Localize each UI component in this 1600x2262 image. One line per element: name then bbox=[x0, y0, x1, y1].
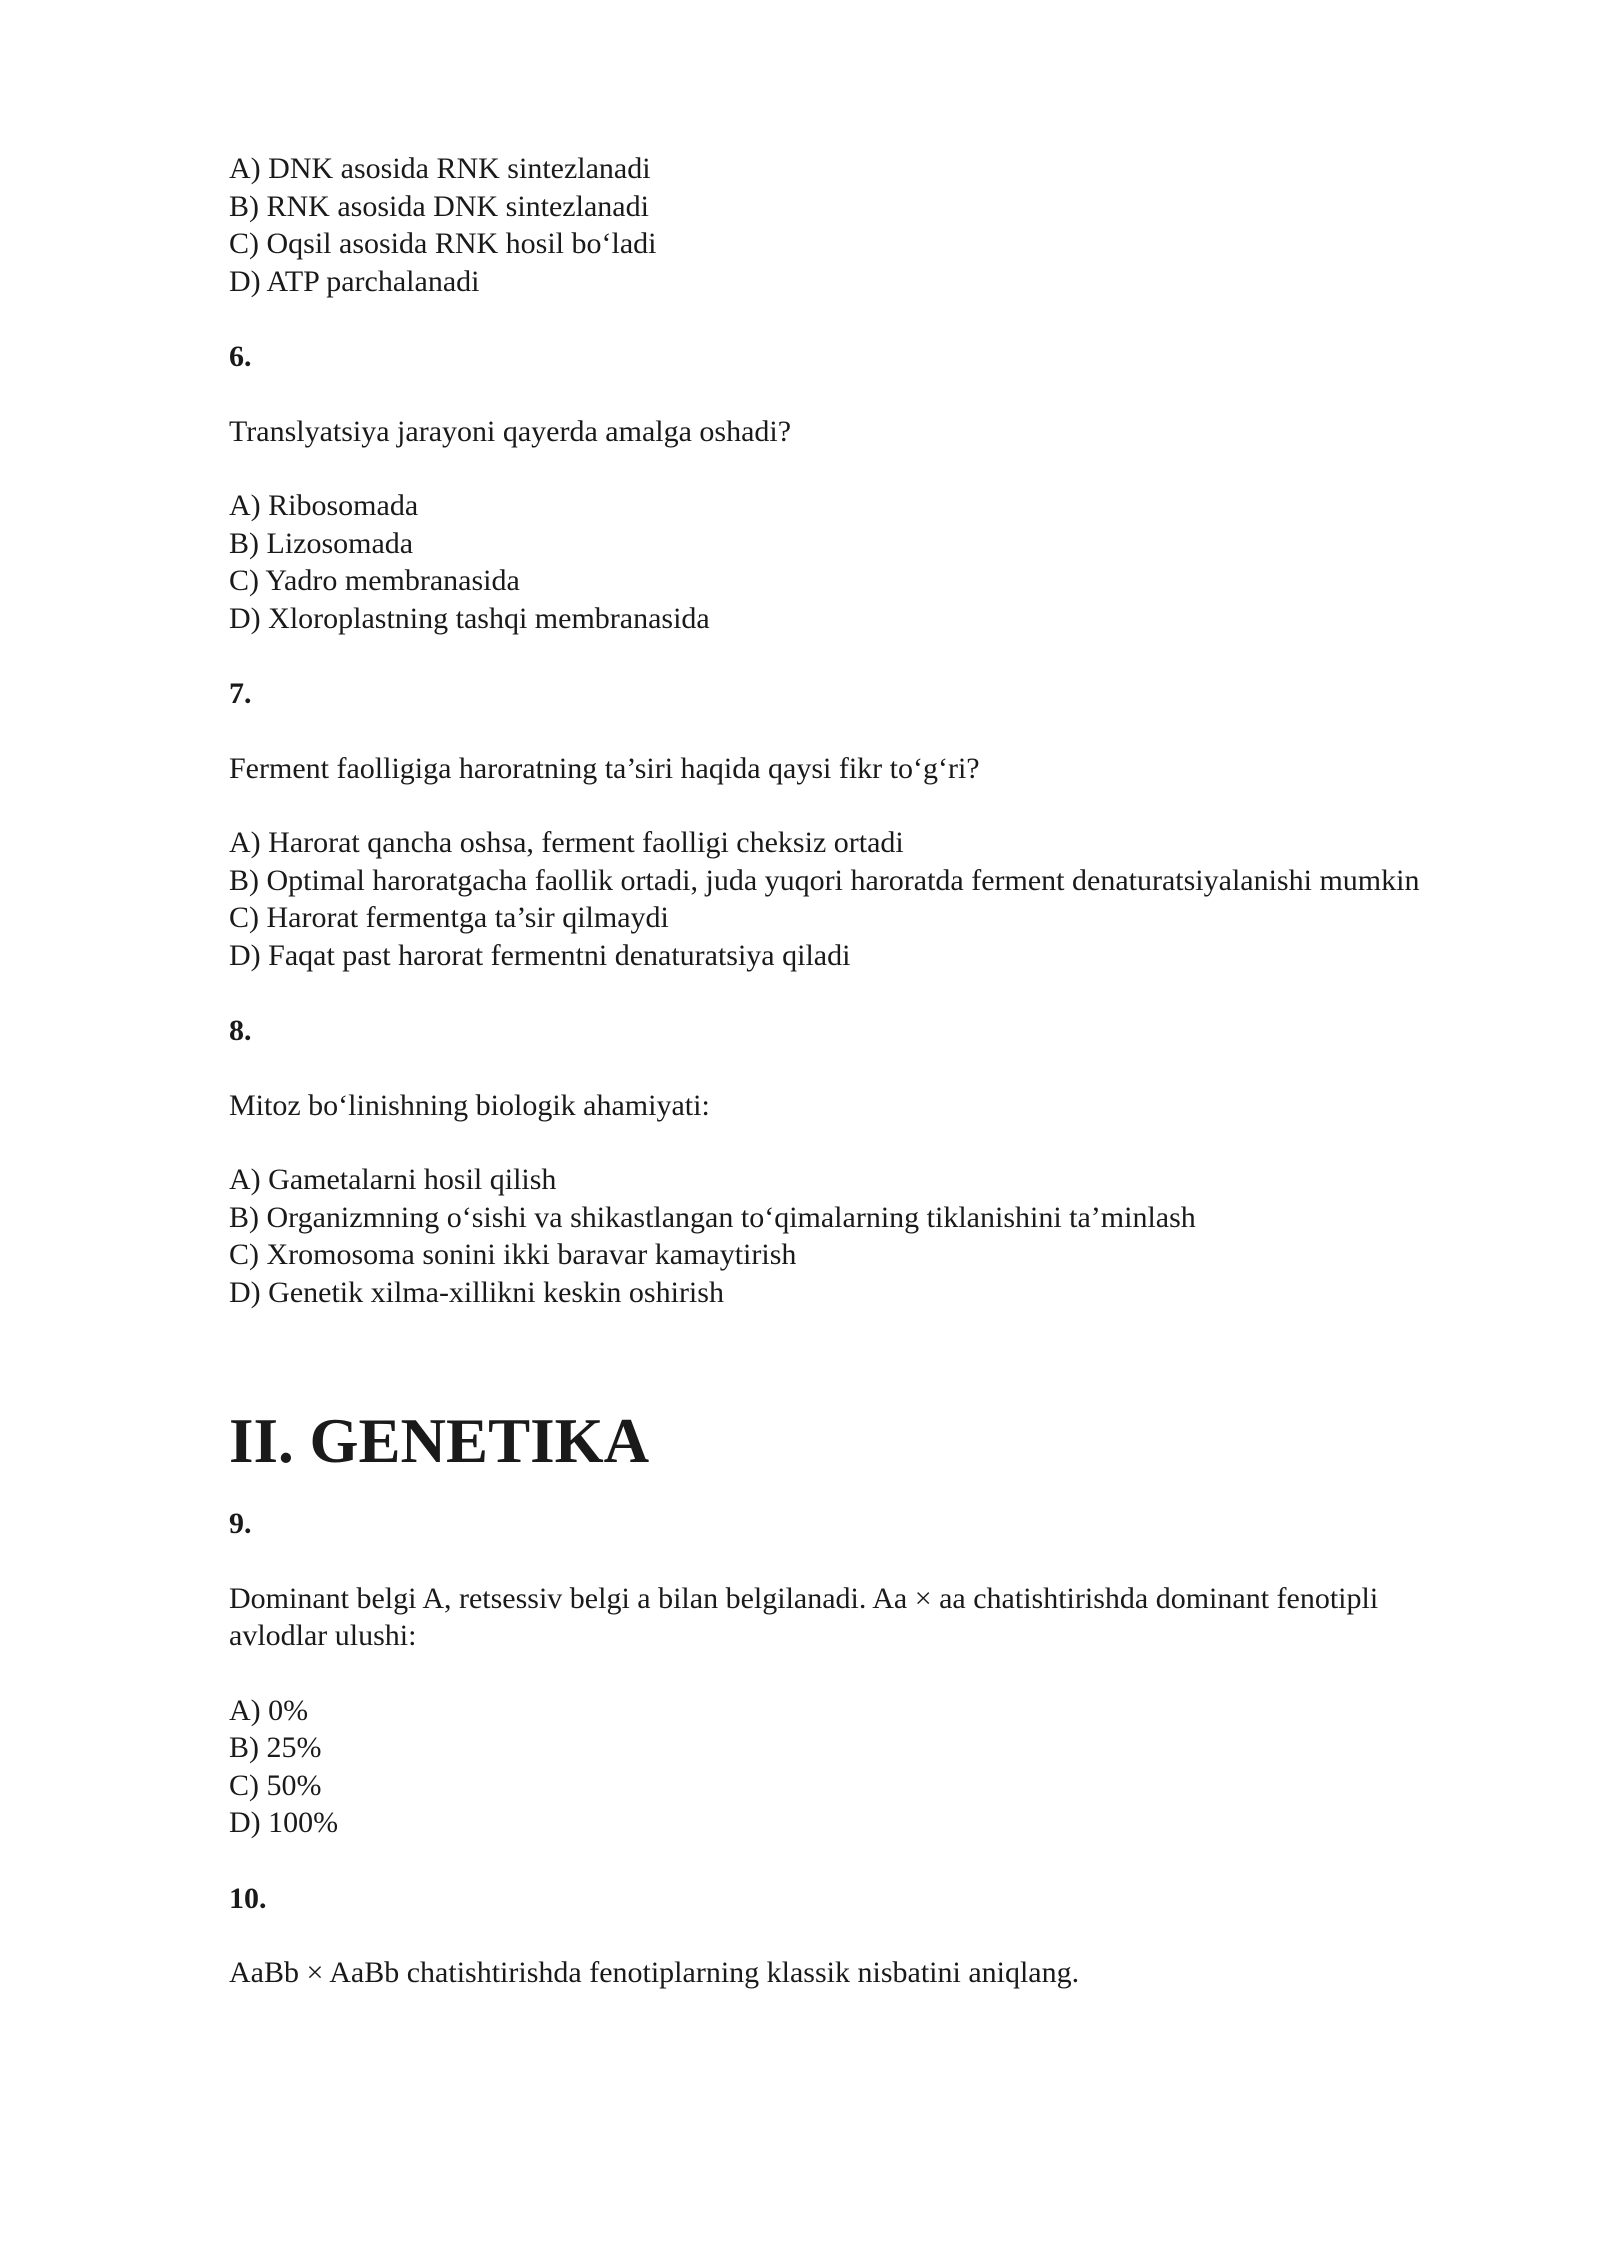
q8-option-d: D) Genetik xilma-xillikni keskin oshirish bbox=[229, 1275, 724, 1309]
q7-options bbox=[229, 824, 1479, 974]
q7-number: 7. bbox=[229, 677, 252, 710]
q6-option-d: D) Xloroplastning tashqi membranasida bbox=[229, 601, 710, 635]
document-page bbox=[229, 150, 1479, 1992]
q8-text: Mitoz bo‘linishning biologik ahamiyati: bbox=[229, 1088, 710, 1122]
q9-text: Dominant belgi A, retsessiv belgi a bilan belgilanadi. Aa × aa chatishtirishda dominant fenotipli avlodlar ulushi: bbox=[229, 1581, 1379, 1652]
q9-options bbox=[229, 1692, 1479, 1842]
q6-text: Translyatsiya jarayoni qayerda amalga oshadi? bbox=[229, 414, 792, 448]
q5-option-a: A) DNK asosida RNK sintezlanadi bbox=[229, 152, 651, 185]
q8-number: 8. bbox=[229, 1014, 252, 1047]
q5-option-b: B) RNK asosida DNK sintezlanadi bbox=[229, 189, 649, 223]
q6-option-c: C) Yadro membranasida bbox=[229, 564, 520, 597]
q7-option-a: A) Harorat qancha oshsa, ferment faolligi cheksiz ortadi bbox=[229, 826, 904, 859]
q9-number: 9. bbox=[229, 1507, 252, 1540]
q8-options bbox=[229, 1161, 1479, 1311]
q9-option-b: B) 25% bbox=[229, 1731, 322, 1764]
q8-option-b: B) Organizmning o‘sishi va shikastlangan to‘qimalarning tiklanishini ta’minlash bbox=[229, 1200, 1196, 1234]
q8-option-c: C) Xromosoma sonini ikki baravar kamaytirish bbox=[229, 1238, 797, 1271]
section-title-genetika: II. GENETIKA bbox=[229, 1406, 650, 1476]
q9-option-a: A) 0% bbox=[229, 1693, 309, 1727]
q10-number: 10. bbox=[229, 1881, 267, 1915]
q7-option-d: D) Faqat past harorat fermentni denaturatsiya qiladi bbox=[229, 938, 851, 972]
q9-option-d: D) 100% bbox=[229, 1806, 339, 1839]
q6-option-a: A) Ribosomada bbox=[229, 489, 419, 522]
q5-option-d: D) ATP parchalanadi bbox=[229, 264, 480, 298]
q5-option-c: C) Oqsil asosida RNK hosil bo‘ladi bbox=[229, 227, 657, 260]
q7-option-c: C) Harorat fermentga ta’sir qilmaydi bbox=[229, 901, 669, 934]
q10-text: AaBb × AaBb chatishtirishda fenotiplarning klassik nisbatini aniqlang. bbox=[229, 1956, 1080, 1989]
q6-number: 6. bbox=[229, 340, 252, 373]
q5-options bbox=[229, 150, 1479, 300]
q6-options bbox=[229, 487, 1479, 637]
q8-option-a: A) Gametalarni hosil qilish bbox=[229, 1163, 557, 1196]
q9-option-c: C) 50% bbox=[229, 1768, 322, 1802]
q7-option-b: B) Optimal haroratgacha faollik ortadi, juda yuqori haroratda ferment denaturatsiyalanishi mumkin bbox=[229, 863, 1420, 897]
q6-option-b: B) Lizosomada bbox=[229, 526, 414, 560]
q7-text: Ferment faolligiga haroratning ta’siri haqida qaysi fikr to‘g‘ri? bbox=[229, 751, 980, 785]
